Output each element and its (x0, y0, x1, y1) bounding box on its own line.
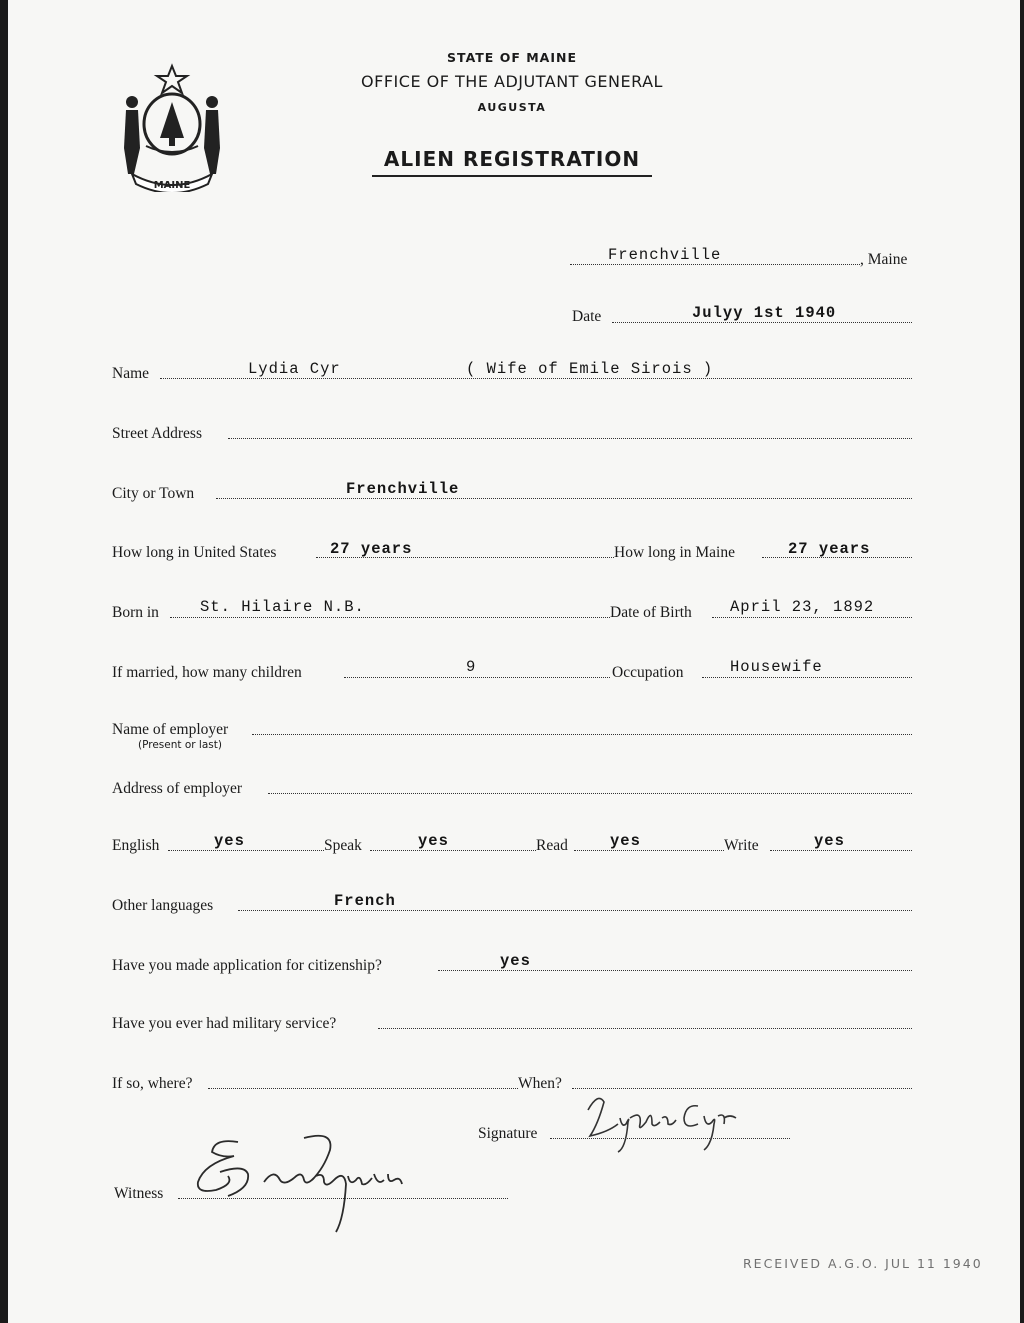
born-in-label: Born in (112, 604, 159, 621)
occupation-label: Occupation (612, 664, 684, 681)
how-long-maine-label: How long in Maine (614, 544, 735, 561)
title-underline (372, 175, 652, 177)
how-long-us-value: 27 years (330, 540, 413, 558)
town-line (570, 264, 860, 265)
city-line (216, 498, 912, 499)
other-languages-line (238, 910, 912, 911)
citizenship-label: Have you made application for citizenship? (112, 957, 382, 974)
city-label: City or Town (112, 485, 195, 502)
employer-address-label: Address of employer (112, 780, 242, 797)
name-line (160, 378, 912, 379)
write-line (770, 850, 912, 851)
where-line (208, 1088, 518, 1089)
date-label: Date (572, 308, 602, 325)
citizenship-line (438, 970, 912, 971)
other-languages-value: French (334, 892, 396, 910)
header-city: AUGUSTA (477, 101, 547, 114)
employer-address-line (268, 793, 912, 794)
received-stamp: RECEIVED A.G.O. JUL 11 1940 (743, 1256, 983, 1271)
how-long-maine-value: 27 years (788, 540, 871, 558)
name-value: Lydia Cyr (248, 360, 341, 378)
header-state: STATE OF MAINE (447, 50, 577, 65)
other-languages-label: Other languages (112, 897, 214, 914)
where-label: If so, where? (112, 1075, 193, 1092)
name-note-value: ( Wife of Emile Sirois ) (466, 360, 714, 378)
occupation-line (702, 677, 912, 678)
street-address-line (228, 438, 912, 439)
read-line (574, 850, 724, 851)
date-of-birth-line (712, 617, 912, 618)
write-label: Write (724, 837, 759, 854)
speak-line (370, 850, 536, 851)
maine-label: , Maine (860, 251, 908, 268)
date-value: Julyy 1st 1940 (692, 304, 837, 322)
english-line (168, 850, 324, 851)
signature-label: Signature (478, 1125, 538, 1142)
born-in-value: St. Hilaire N.B. (200, 598, 365, 616)
name-label: Name (112, 365, 150, 382)
speak-value: yes (418, 832, 449, 850)
town-value: Frenchville (608, 246, 722, 264)
city-value: Frenchville (346, 480, 460, 498)
how-long-us-label: How long in United States (112, 544, 277, 561)
applicant-signature-text: Lydia Cyr (568, 1088, 573, 1089)
date-of-birth-value: April 23, 1892 (730, 598, 875, 616)
employer-line (252, 734, 912, 735)
registration-form-page (8, 0, 1020, 1323)
form-title: ALIEN REGISTRATION (383, 147, 641, 171)
employer-label: Name of employer (112, 721, 229, 738)
employer-note-label: (Present or last) (138, 739, 222, 751)
witness-signature-text: E. Levesque (184, 1128, 189, 1129)
born-in-line (170, 617, 610, 618)
when-label: When? (518, 1075, 562, 1092)
citizenship-value: yes (500, 952, 531, 970)
speak-label: Speak (324, 837, 362, 854)
witness-label: Witness (114, 1185, 164, 1202)
english-value: yes (214, 832, 245, 850)
military-label: Have you ever had military service? (112, 1015, 337, 1032)
read-label: Read (536, 837, 568, 854)
date-of-birth-label: Date of Birth (610, 604, 692, 621)
write-value: yes (814, 832, 845, 850)
english-label: English (112, 837, 160, 854)
children-value: 9 (466, 658, 477, 676)
street-address-label: Street Address (112, 425, 202, 442)
read-value: yes (610, 832, 641, 850)
seal-text: MAINE (153, 180, 191, 191)
occupation-value: Housewife (730, 658, 823, 676)
date-line (612, 322, 912, 323)
children-line (344, 677, 610, 678)
children-label: If married, how many children (112, 664, 302, 681)
witness-signature (184, 1128, 454, 1238)
applicant-signature (568, 1088, 768, 1158)
military-line (378, 1028, 912, 1029)
header-office: OFFICE OF THE ADJUTANT GENERAL (361, 72, 663, 91)
